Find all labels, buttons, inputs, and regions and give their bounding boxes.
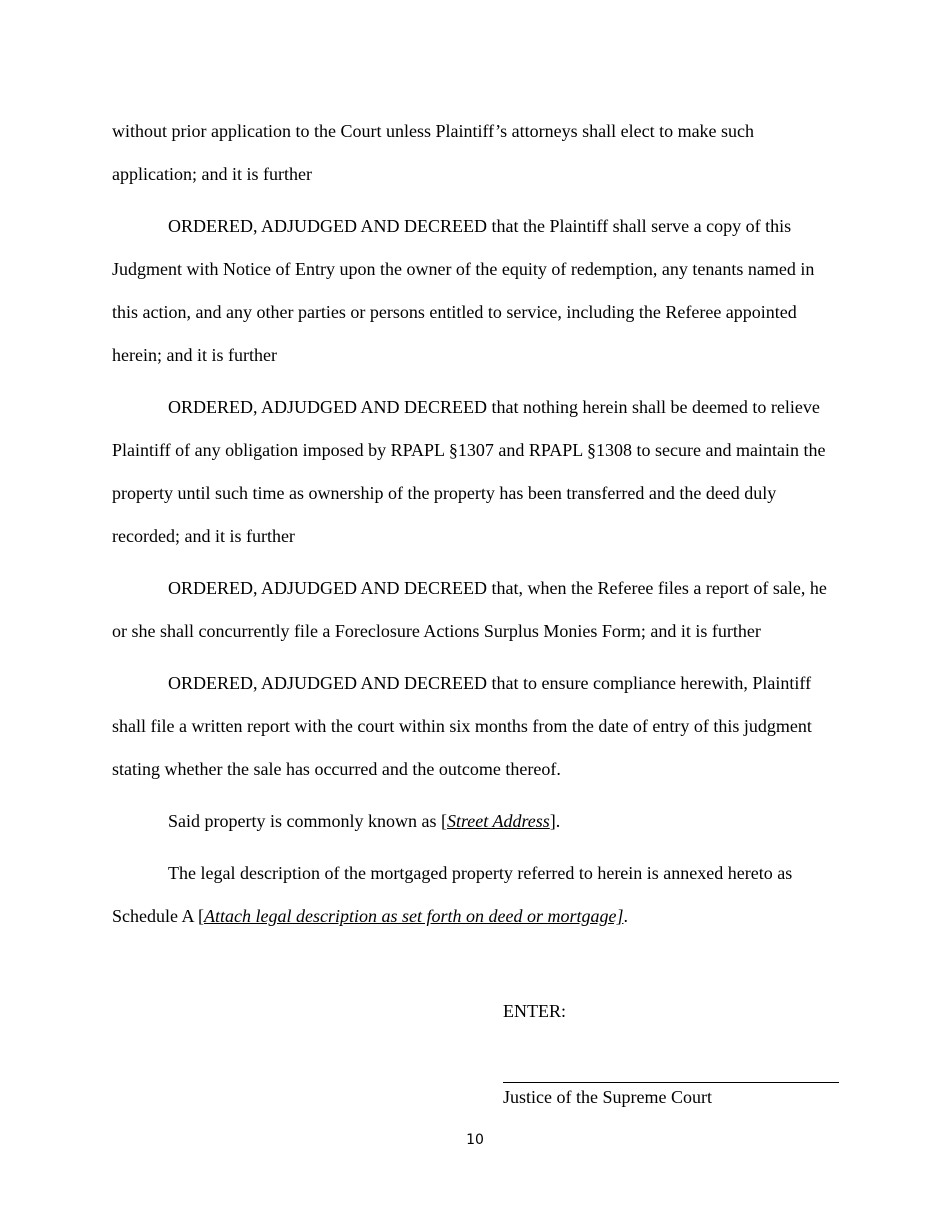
page-number: 10: [466, 1132, 484, 1148]
enter-label: ENTER:: [503, 1001, 566, 1021]
address-suffix: ].: [549, 811, 561, 831]
legal-prefix: The legal description of the mortgaged property referred to herein is annexed hereto as Schedule A [: [112, 863, 793, 926]
paragraph-legal-description: [112, 852, 842, 938]
paragraph-continuation: without prior application to the Court unless Plaintiff’s attorneys shall elect to make such application; and it is further: [112, 121, 755, 184]
document-body: [112, 110, 842, 947]
street-address-placeholder: Street Address: [446, 811, 550, 831]
signature-title: Justice of the Supreme Court: [503, 1087, 712, 1107]
paragraph-property-address: [112, 800, 842, 843]
legal-description-placeholder: Attach legal description as set forth on deed or mortgage]: [204, 906, 624, 926]
paragraph-surplus-monies: ORDERED, ADJUDGED AND DECREED that, when the Referee files a report of sale, he or she shall concurrently file a Foreclosure Actions Surplus Monies Form; and it is further: [112, 578, 827, 641]
signature-block: [503, 996, 843, 1112]
legal-suffix: .: [623, 906, 628, 926]
address-prefix: Said property is commonly known as [: [168, 811, 447, 831]
paragraph-rpapl-obligation: ORDERED, ADJUDGED AND DECREED that nothing herein shall be deemed to relieve Plaintiff of any obligation imposed by RPAPL §1307 and RPAPL §1308 to secure and maintain the property until such time as ownership of the property has been transferred and the deed duly recorded; and it is further: [112, 397, 826, 546]
paragraph-written-report: ORDERED, ADJUDGED AND DECREED that to ensure compliance herewith, Plaintiff shall file a written report with the court within six months from the date of entry of this judgment stating whether the sale has occurred and the outcome thereof.: [112, 673, 812, 779]
paragraph-serve-judgment: ORDERED, ADJUDGED AND DECREED that the Plaintiff shall serve a copy of this Judgment with Notice of Entry upon the owner of the equity of redemption, any tenants named in this action, and any other parties or persons entitled to service, including the Referee appointed herein; and it is further: [112, 216, 815, 365]
